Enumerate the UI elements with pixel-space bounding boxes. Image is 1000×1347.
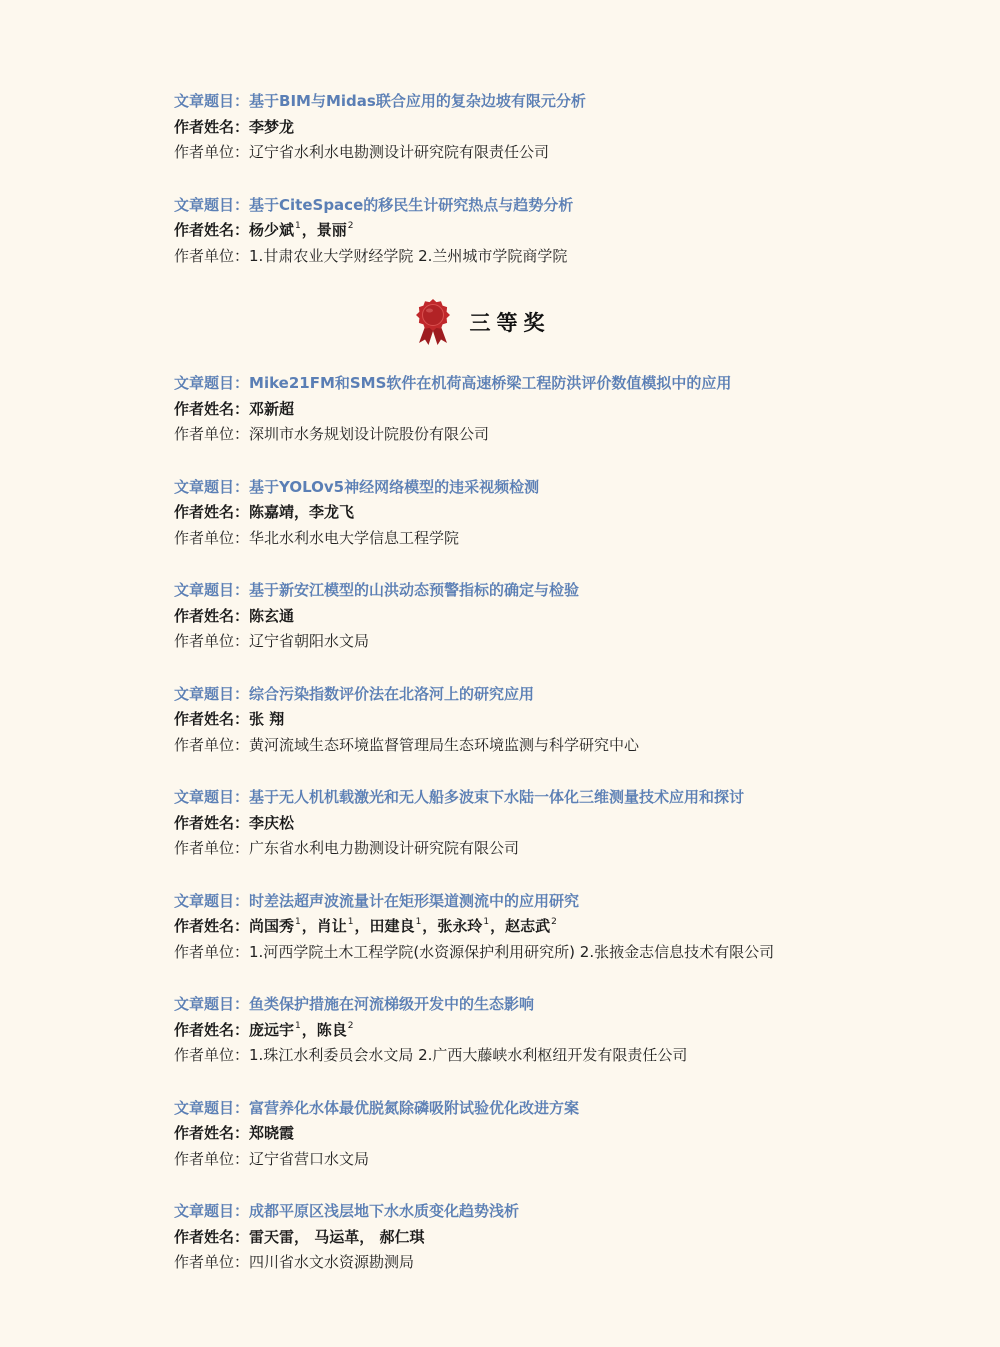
author-list: [249, 814, 294, 832]
paper-title-line: [174, 475, 964, 501]
affiliation: 1.河西学院土木工程学院(水资源保护利用研究所) 2.张掖金志信息技术有限公司: [249, 942, 775, 961]
paper-title-label: 文章题目：: [174, 92, 250, 110]
paper-title: 综合污染指数评价法在北洛河上的研究应用: [249, 684, 535, 703]
affiliation-line: [174, 244, 964, 270]
author-name: 张 翔: [249, 710, 285, 728]
paper-title-label: 文章题目：: [174, 477, 250, 496]
paper-title-label: 文章题目：: [174, 995, 250, 1013]
paper-title-line: [174, 193, 964, 219]
authors-line: [174, 500, 964, 526]
affiliation-number: 2: [551, 917, 557, 927]
author-name: 田建良: [369, 917, 415, 935]
paper-entry: [174, 992, 964, 1069]
authors-line: [174, 218, 964, 244]
affiliation: 1.甘肃农业大学财经学院 2.兰州城市学院商学院: [249, 246, 568, 265]
paper-title: 基于BIM与Midas联合应用的复杂边坡有限元分析: [249, 92, 586, 110]
author-name: 陈嘉靖，李龙飞: [249, 503, 355, 521]
affiliation: 黄河流域生态环境监督管理局生态环境监测与科学研究中心: [249, 735, 640, 754]
affiliation-number: 1: [295, 1020, 301, 1031]
paper-title-line: [174, 1199, 964, 1225]
author-name: 雷天雷， 马运革， 郝仁琪: [249, 1227, 425, 1246]
paper-title-label: 文章题目：: [174, 195, 250, 214]
affiliation-number: 1: [295, 917, 301, 927]
author-separator: ，: [490, 917, 506, 935]
paper-entry: [174, 1199, 964, 1276]
author-separator: ，: [422, 917, 438, 935]
author-list: [249, 221, 355, 239]
affiliation-line: [174, 940, 964, 966]
ribbon-medal-icon: [414, 298, 452, 346]
affiliation: 广东省水利电力勘测设计研究院有限公司: [249, 839, 520, 857]
paper-entry: [174, 371, 964, 448]
author-name: 张永玲: [437, 917, 483, 935]
author-name: 邓新超: [249, 399, 295, 418]
authors-line: [174, 1225, 964, 1251]
paper-title-label: 文章题目：: [174, 1202, 250, 1220]
affiliation-number: 2: [347, 221, 354, 231]
authors-line: [174, 397, 964, 423]
author-list: [249, 503, 354, 521]
authors-line: [174, 1121, 964, 1147]
affiliation-label: 作者单位：: [174, 1149, 250, 1168]
author-list: [249, 1021, 355, 1039]
paper-title-label: 文章题目：: [174, 374, 250, 392]
author-name: 肖让: [316, 917, 347, 935]
authors-label: 作者姓名：: [174, 813, 250, 832]
affiliation: 深圳市水务规划设计院股份有限公司: [249, 425, 490, 443]
paper-title-line: [174, 371, 964, 397]
paper-title: 富营养化水体最优脱氮除磷吸附试验优化改进方案: [249, 1098, 580, 1117]
affiliation-line: [174, 733, 964, 759]
affiliation-label: 作者单位：: [174, 246, 250, 265]
author-list: [249, 607, 294, 625]
affiliation-line: [174, 422, 964, 448]
affiliation: 1.珠江水利委员会水文局 2.广西大藤峡水利枢纽开发有限责任公司: [249, 1046, 688, 1064]
affiliation: 四川省水文水资源勘测局: [249, 1253, 415, 1271]
paper-entry: [174, 475, 964, 552]
paper-title: 成都平原区浅层地下水水质变化趋势浅析: [249, 1202, 520, 1220]
affiliation-number: 1: [483, 917, 490, 927]
affiliation: 华北水利水电大学信息工程学院: [249, 528, 460, 547]
author-list: [249, 400, 294, 418]
affiliation-line: [174, 1250, 964, 1276]
author-name: 李梦龙: [249, 117, 295, 136]
affiliation-label: 作者单位：: [174, 425, 250, 443]
authors-label: 作者姓名：: [174, 399, 250, 418]
affiliation-label: 作者单位：: [174, 839, 250, 857]
paper-entry: [174, 193, 964, 270]
authors-label: 作者姓名：: [174, 917, 250, 935]
paper-title-label: 文章题目：: [174, 581, 250, 599]
affiliation-line: [174, 140, 964, 166]
authors-label: 作者姓名：: [174, 1124, 250, 1142]
affiliation-line: [174, 836, 964, 862]
affiliation-line: [174, 1147, 964, 1173]
author-separator: ，: [301, 917, 317, 935]
authors-label: 作者姓名：: [174, 221, 250, 239]
authors-label: 作者姓名：: [174, 1227, 250, 1246]
paper-title: 基于新安江模型的山洪动态预警指标的确定与检验: [249, 581, 580, 599]
paper-title-label: 文章题目：: [174, 1098, 250, 1117]
affiliation-label: 作者单位：: [174, 143, 250, 161]
author-list: [249, 917, 558, 935]
authors-line: [174, 914, 964, 940]
paper-title: 基于CiteSpace的移民生计研究热点与趋势分析: [249, 195, 574, 214]
paper-title-label: 文章题目：: [174, 788, 250, 806]
author-name: 陈良: [316, 1020, 347, 1039]
author-name: 尚国秀: [249, 917, 295, 935]
author-name: 陈玄通: [249, 606, 295, 625]
authors-label: 作者姓名：: [174, 710, 250, 728]
paper-title: 时差法超声波流量计在矩形渠道测流中的应用研究: [249, 891, 580, 910]
author-separator: ，: [301, 1020, 317, 1039]
paper-title-line: [174, 889, 964, 915]
paper-title-line: [174, 682, 964, 708]
affiliation-label: 作者单位：: [174, 942, 250, 961]
affiliation: 辽宁省营口水文局: [249, 1149, 370, 1168]
authors-line: [174, 1018, 964, 1044]
paper-title-line: [174, 1096, 964, 1122]
affiliation-label: 作者单位：: [174, 1253, 250, 1271]
paper-title-line: [174, 89, 964, 115]
paper-title: 基于YOLOv5神经网络模型的违采视频检测: [249, 477, 540, 496]
affiliation-line: [174, 629, 964, 655]
entries-list: [174, 89, 964, 1303]
affiliation-number: 1: [347, 917, 354, 927]
author-name: 郑晓霞: [249, 1124, 295, 1142]
paper-entry: [174, 785, 964, 862]
paper-title-label: 文章题目：: [174, 684, 250, 703]
affiliation-label: 作者单位：: [174, 1046, 250, 1064]
authors-line: [174, 115, 964, 141]
author-list: [249, 710, 284, 728]
paper-title: 基于无人机机载激光和无人船多波束下水陆一体化三维测量技术应用和探讨: [249, 788, 745, 806]
affiliation-line: [174, 1043, 964, 1069]
author-name: 赵志武: [505, 917, 551, 935]
author-separator: ，: [301, 221, 317, 239]
author-name: 李庆松: [249, 813, 295, 832]
affiliation-label: 作者单位：: [174, 528, 250, 547]
paper-entry: [174, 1096, 964, 1173]
authors-label: 作者姓名：: [174, 503, 250, 521]
paper-entry: [174, 889, 964, 966]
authors-line: [174, 707, 964, 733]
paper-title-line: [174, 785, 964, 811]
affiliation-label: 作者单位：: [174, 735, 250, 754]
author-name: 景丽: [316, 221, 347, 239]
affiliation-number: 2: [347, 1020, 354, 1031]
author-list: [249, 118, 294, 136]
author-list: [249, 1228, 424, 1246]
authors-line: [174, 811, 964, 837]
affiliation-line: [174, 526, 964, 552]
paper-title: Mike21FM和SMS软件在机荷高速桥梁工程防洪评价数值模拟中的应用: [249, 374, 732, 392]
paper-entry: [174, 578, 964, 655]
author-separator: ，: [354, 917, 370, 935]
affiliation-label: 作者单位：: [174, 632, 250, 650]
paper-title: 鱼类保护措施在河流梯级开发中的生态影响: [249, 995, 535, 1013]
award-title: 三等奖: [469, 310, 551, 335]
author-name: 杨少斌: [249, 221, 295, 239]
paper-title-line: [174, 992, 964, 1018]
authors-label: 作者姓名：: [174, 606, 250, 625]
affiliation: 辽宁省朝阳水文局: [249, 632, 370, 650]
authors-line: [174, 604, 964, 630]
paper-entry: [174, 89, 964, 166]
affiliation: 辽宁省水利水电勘测设计研究院有限责任公司: [249, 143, 550, 161]
author-list: [249, 1124, 294, 1142]
paper-entry: [174, 682, 964, 759]
authors-label: 作者姓名：: [174, 117, 250, 136]
paper-title-label: 文章题目：: [174, 891, 250, 910]
affiliation-number: 1: [415, 917, 422, 927]
award-section-heading: [174, 296, 964, 348]
authors-label: 作者姓名：: [174, 1020, 250, 1039]
paper-title-line: [174, 578, 964, 604]
affiliation-number: 1: [295, 221, 301, 231]
author-name: 庞远宇: [249, 1020, 295, 1039]
